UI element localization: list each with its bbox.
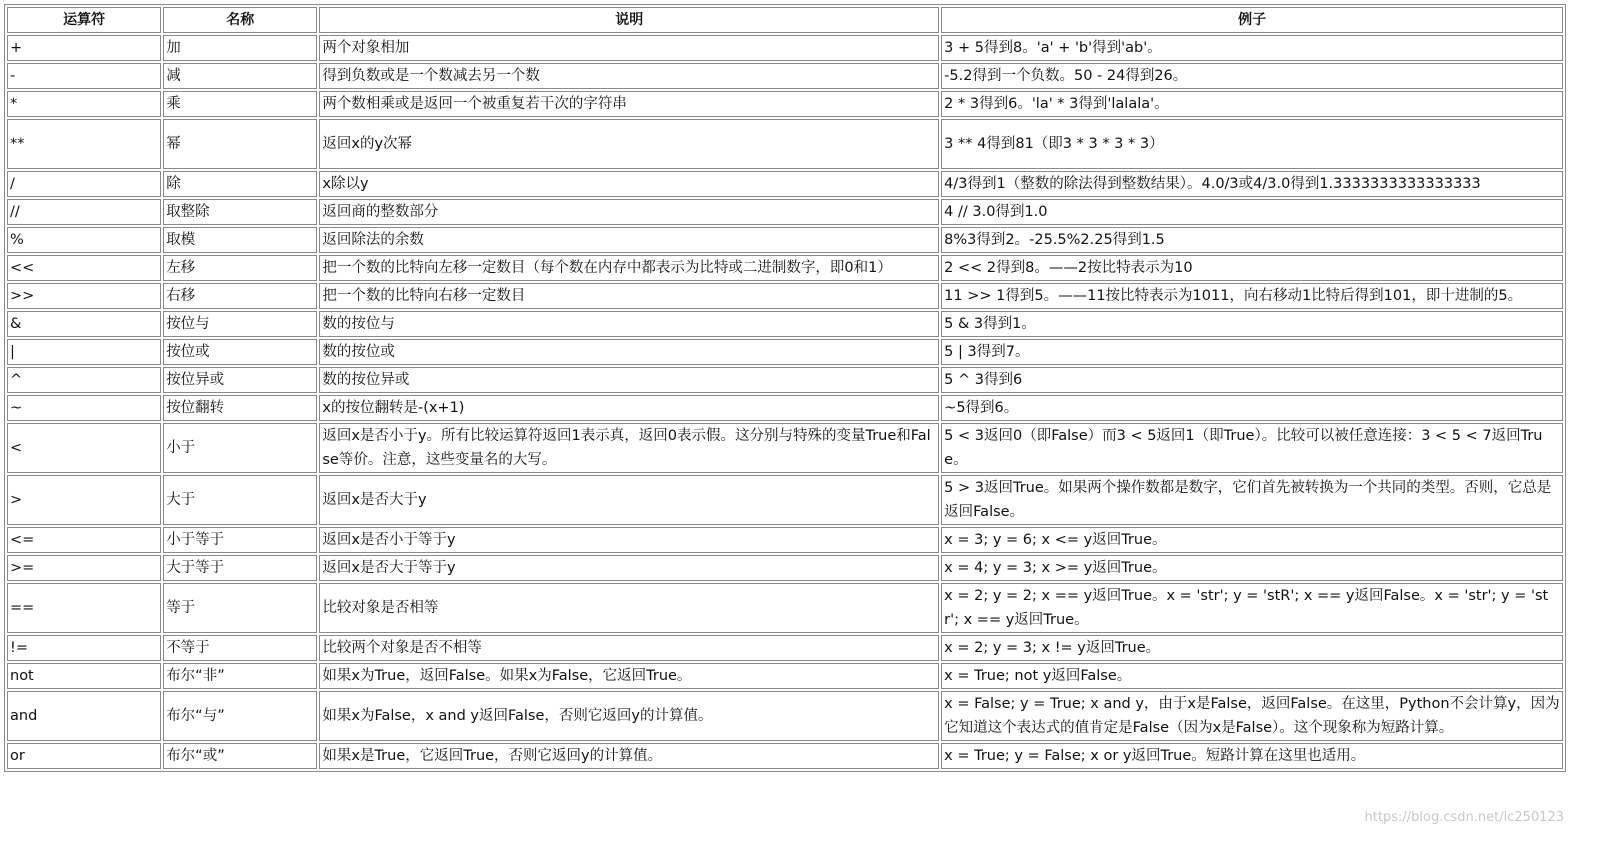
cell-example: -5.2得到一个负数。50 - 24得到26。 (941, 63, 1563, 89)
cell-operator: ** (7, 119, 161, 169)
cell-operator: & (7, 311, 161, 337)
cell-example: 3 ** 4得到81（即3 * 3 * 3 * 3） (941, 119, 1563, 169)
cell-operator: ~ (7, 395, 161, 421)
cell-example: 2 << 2得到8。——2按比特表示为10 (941, 255, 1563, 281)
cell-description: 返回商的整数部分 (319, 199, 939, 225)
cell-description: 比较对象是否相等 (319, 583, 939, 633)
table-row (7, 395, 1563, 421)
cell-operator: > (7, 475, 161, 525)
cell-description: 两个对象相加 (319, 35, 939, 61)
cell-operator: >= (7, 555, 161, 581)
table-row (7, 367, 1563, 393)
table-row (7, 691, 1563, 741)
cell-example: x = 3; y = 6; x <= y返回True。 (941, 527, 1563, 553)
cell-operator: and (7, 691, 161, 741)
cell-example: 8%3得到2。-25.5%2.25得到1.5 (941, 227, 1563, 253)
cell-example: x = False; y = True; x and y，由于x是False，返回False。在这里，Python不会计算y，因为它知道这个表达式的值肯定是False（因为x是False）。这个现象称为短路计算。 (941, 691, 1563, 741)
cell-name: 布尔“非” (163, 663, 317, 689)
table-row (7, 227, 1563, 253)
cell-example: 5 > 3返回True。如果两个操作数都是数字，它们首先被转换为一个共同的类型。否则，它总是返回False。 (941, 475, 1563, 525)
cell-name: 按位翻转 (163, 395, 317, 421)
cell-operator: not (7, 663, 161, 689)
header-operator: 运算符 (7, 7, 161, 33)
cell-operator: * (7, 91, 161, 117)
cell-operator: - (7, 63, 161, 89)
cell-description: 两个数相乘或是返回一个被重复若干次的字符串 (319, 91, 939, 117)
cell-description: 返回除法的余数 (319, 227, 939, 253)
table-row (7, 527, 1563, 553)
cell-name: 按位异或 (163, 367, 317, 393)
cell-description: 返回x的y次幂 (319, 119, 939, 169)
cell-name: 按位与 (163, 311, 317, 337)
cell-operator: ^ (7, 367, 161, 393)
cell-operator: == (7, 583, 161, 633)
cell-example: 5 & 3得到1。 (941, 311, 1563, 337)
cell-operator: / (7, 171, 161, 197)
cell-example: 11 >> 1得到5。——11按比特表示为1011，向右移动1比特后得到101，即十进制的5。 (941, 283, 1563, 309)
table-row (7, 35, 1563, 61)
cell-description: 返回x是否小于y。所有比较运算符返回1表示真，返回0表示假。这分别与特殊的变量True和False等价。注意，这些变量名的大写。 (319, 423, 939, 473)
cell-description: 数的按位或 (319, 339, 939, 365)
cell-description: 数的按位与 (319, 311, 939, 337)
cell-description: 返回x是否大于等于y (319, 555, 939, 581)
cell-name: 幂 (163, 119, 317, 169)
cell-name: 乘 (163, 91, 317, 117)
cell-operator: // (7, 199, 161, 225)
cell-name: 取整除 (163, 199, 317, 225)
header-description: 说明 (319, 7, 939, 33)
cell-description: 返回x是否小于等于y (319, 527, 939, 553)
operator-table (4, 4, 1566, 772)
table-row (7, 475, 1563, 525)
cell-example: 3 + 5得到8。'a' + 'b'得到'ab'。 (941, 35, 1563, 61)
cell-name: 小于 (163, 423, 317, 473)
cell-example: 4/3得到1（整数的除法得到整数结果）。4.0/3或4/3.0得到1.3333333333333333 (941, 171, 1563, 197)
cell-example: 5 | 3得到7。 (941, 339, 1563, 365)
cell-operator: or (7, 743, 161, 769)
table-row (7, 171, 1563, 197)
cell-operator: | (7, 339, 161, 365)
cell-example: 2 * 3得到6。'la' * 3得到'lalala'。 (941, 91, 1563, 117)
cell-name: 大于 (163, 475, 317, 525)
cell-description: 如果x是True，它返回True，否则它返回y的计算值。 (319, 743, 939, 769)
table-row (7, 119, 1563, 169)
operator-table-container (4, 4, 1566, 772)
cell-description: x的按位翻转是-(x+1) (319, 395, 939, 421)
table-row (7, 743, 1563, 769)
cell-operator: >> (7, 283, 161, 309)
table-row (7, 663, 1563, 689)
table-row (7, 91, 1563, 117)
table-header-row (7, 7, 1563, 33)
cell-example: x = 2; y = 2; x == y返回True。x = 'str'; y = 'stR'; x == y返回False。x = 'str'; y = 'str'; x == y返回True。 (941, 583, 1563, 633)
cell-name: 右移 (163, 283, 317, 309)
cell-name: 按位或 (163, 339, 317, 365)
header-name: 名称 (163, 7, 317, 33)
cell-name: 布尔“或” (163, 743, 317, 769)
cell-name: 左移 (163, 255, 317, 281)
cell-description: 如果x为True，返回False。如果x为False，它返回True。 (319, 663, 939, 689)
cell-name: 大于等于 (163, 555, 317, 581)
cell-example: x = True; y = False; x or y返回True。短路计算在这里也适用。 (941, 743, 1563, 769)
table-row (7, 283, 1563, 309)
cell-example: 5 ^ 3得到6 (941, 367, 1563, 393)
cell-example: x = 4; y = 3; x >= y返回True。 (941, 555, 1563, 581)
cell-description: 把一个数的比特向右移一定数目 (319, 283, 939, 309)
table-row (7, 311, 1563, 337)
cell-name: 减 (163, 63, 317, 89)
table-row (7, 255, 1563, 281)
cell-name: 取模 (163, 227, 317, 253)
cell-name: 除 (163, 171, 317, 197)
cell-name: 加 (163, 35, 317, 61)
cell-name: 不等于 (163, 635, 317, 661)
table-row (7, 339, 1563, 365)
cell-operator: < (7, 423, 161, 473)
cell-name: 布尔“与” (163, 691, 317, 741)
cell-description: 返回x是否大于y (319, 475, 939, 525)
cell-description: 数的按位异或 (319, 367, 939, 393)
cell-example: x = 2; y = 3; x != y返回True。 (941, 635, 1563, 661)
cell-description: x除以y (319, 171, 939, 197)
watermark-text: https://blog.csdn.net/lc250123 (1364, 810, 1564, 825)
table-row (7, 199, 1563, 225)
cell-description: 如果x为False，x and y返回False，否则它返回y的计算值。 (319, 691, 939, 741)
cell-example: 4 // 3.0得到1.0 (941, 199, 1563, 225)
cell-operator: != (7, 635, 161, 661)
cell-operator: <= (7, 527, 161, 553)
cell-description: 比较两个对象是否不相等 (319, 635, 939, 661)
cell-example: 5 < 3返回0（即False）而3 < 5返回1（即True）。比较可以被任意连接：3 < 5 < 7返回True。 (941, 423, 1563, 473)
header-example: 例子 (941, 7, 1563, 33)
cell-description: 把一个数的比特向左移一定数目（每个数在内存中都表示为比特或二进制数字，即0和1） (319, 255, 939, 281)
table-row (7, 63, 1563, 89)
cell-example: ~5得到6。 (941, 395, 1563, 421)
cell-operator: << (7, 255, 161, 281)
cell-name: 小于等于 (163, 527, 317, 553)
table-row (7, 583, 1563, 633)
table-row (7, 423, 1563, 473)
cell-description: 得到负数或是一个数减去另一个数 (319, 63, 939, 89)
cell-name: 等于 (163, 583, 317, 633)
cell-operator: % (7, 227, 161, 253)
cell-operator: + (7, 35, 161, 61)
cell-example: x = True; not y返回False。 (941, 663, 1563, 689)
table-row (7, 635, 1563, 661)
table-row (7, 555, 1563, 581)
